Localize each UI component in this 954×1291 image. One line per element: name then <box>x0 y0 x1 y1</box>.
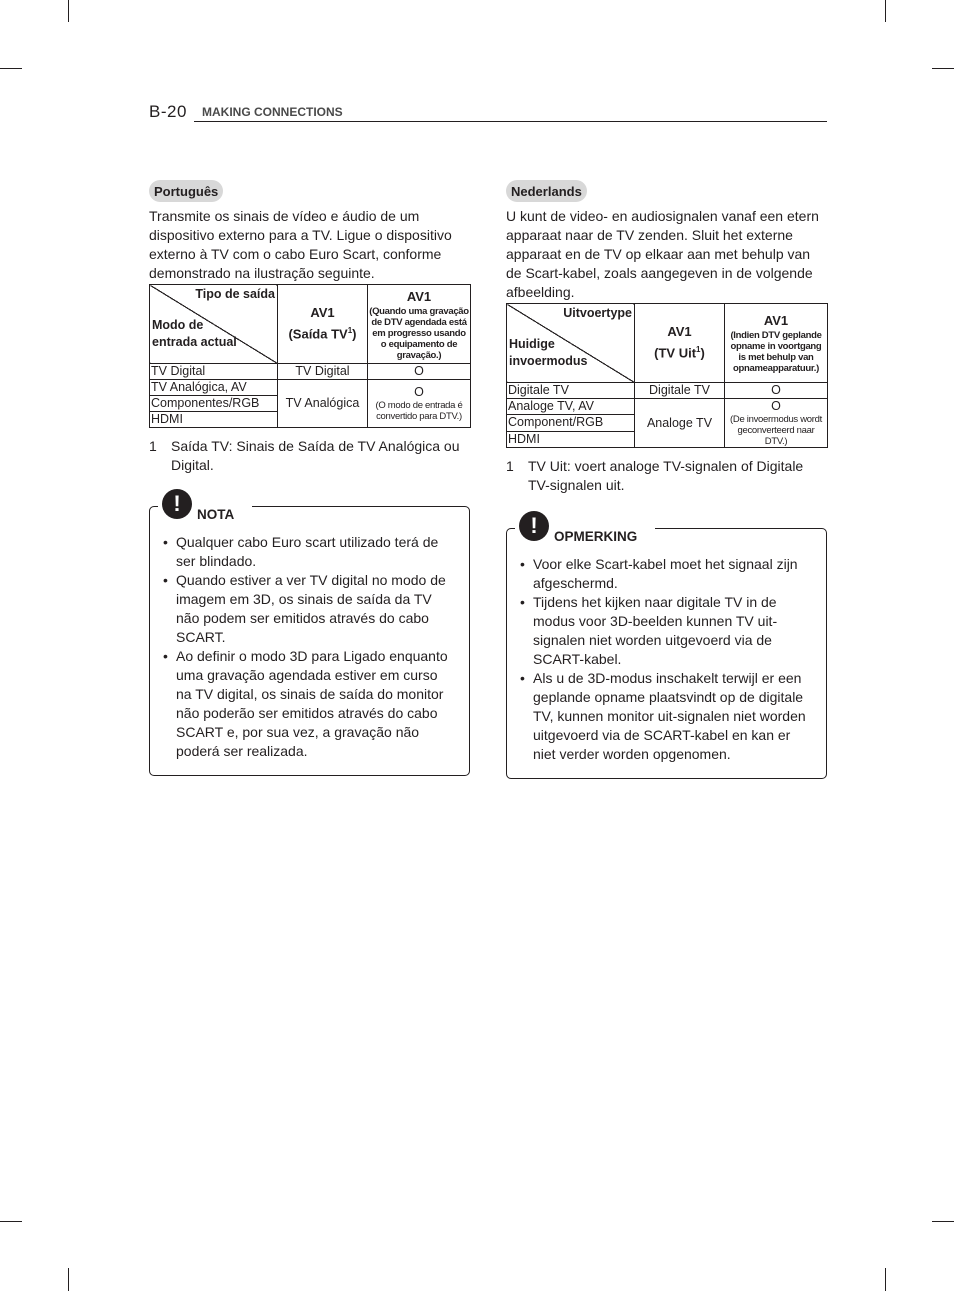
language-badge: Nederlands <box>506 180 587 202</box>
table-cell-merged: TV Analógica <box>278 380 368 428</box>
corner-label-input: Modo de entrada actual <box>152 318 237 349</box>
crop-mark <box>932 1221 954 1222</box>
column-header-av1-recording: AV1 (Indien DTV geplande opname in voortgang is met behulp van opnameapparatuur.) <box>725 304 828 383</box>
note-list <box>163 533 455 761</box>
table-cell: TV Digital <box>278 364 368 380</box>
note-title: ! OPMERKING <box>515 521 655 551</box>
note-box <box>506 513 827 779</box>
list-item: • Ao definir o modo 3D para Ligado enquanto uma gravação agendada estiver em curso na TV digital, os sinais de saída do monitor não poderão ser emitidos através do cabo SCART e, por sua vez, a gravação não poderá ser realizada. <box>163 647 455 761</box>
crop-mark <box>0 1221 22 1222</box>
column-header-av1-recording: AV1 (Quando uma gravação de DTV agendada está em progresso usando o equipamento de gravação.) <box>368 285 471 364</box>
table-cell: HDMI <box>150 412 278 428</box>
crop-mark <box>885 0 886 22</box>
intro-text: Transmite os sinais de vídeo e áudio de um dispositivo externo para a TV. Ligue o dispositivo externo à TV com o cabo Euro Scart, conforme demonstrado na ilustração seguinte. <box>149 208 452 281</box>
table-cell-merged: Analoge TV <box>635 399 725 448</box>
exclamation-icon: ! <box>519 511 549 541</box>
table-cell: Component/RGB <box>507 415 635 431</box>
column-dutch <box>506 180 827 779</box>
intro-text: U kunt de video- en audiosignalen vanaf een etern apparaat naar de TV zenden. Sluit het externe apparaat en de TV op elkaar aan met behulp van de Scart-kabel, zoals aangegeven in de volgende afbeelding. <box>506 208 819 300</box>
column-portuguese <box>149 180 470 776</box>
table-cell: O <box>725 383 828 399</box>
table-cell-merged: O (O modo de entrada é convertido para DTV.) <box>368 380 471 428</box>
table-corner-cell <box>507 304 635 383</box>
table-cell: TV Analógica, AV <box>150 380 278 396</box>
corner-label-output: Uitvoertype <box>563 306 632 320</box>
table-row <box>150 364 471 380</box>
table-row <box>507 383 828 399</box>
corner-label-output: Tipo de saída <box>195 287 275 301</box>
table-cell: TV Digital <box>150 364 278 380</box>
column-header-av1: AV1 (Saída $TV^1$) <box>278 285 368 364</box>
note-title: ! NOTA <box>158 499 252 529</box>
connection-table <box>506 303 828 448</box>
table-cell-merged: O (De invoermodus wordt geconverteerd naar DTV.) <box>725 399 828 448</box>
list-item: • Qualquer cabo Euro scart utilizado terá de ser blindado. <box>163 533 455 571</box>
footnote: 1 Saída TV: Sinais de Saída de TV Analógica ou Digital. <box>149 438 460 473</box>
table-cell: Digitale TV <box>507 383 635 399</box>
note-box <box>149 491 470 776</box>
page-header <box>149 101 827 121</box>
footnote: 1 TV Uit: voert analoge TV-signalen of Digitale TV-signalen uit. <box>506 458 804 493</box>
list-item: • Voor elke Scart-kabel moet het signaal zijn afgeschermd. <box>520 555 812 593</box>
connection-table <box>149 284 471 428</box>
column-header-av1: AV1 (TV Uit$^1$) <box>635 304 725 383</box>
exclamation-icon: ! <box>162 489 192 519</box>
list-item: • Als u de 3D-modus inschakelt terwijl er een geplande opname plaatsvindt op de digitale TV, kunnen monitor uit-signalen niet worden uitgevoerd via de SCART-kabel en kan er niet verder worden opgenomen. <box>520 669 812 764</box>
table-cell: Componentes/RGB <box>150 396 278 412</box>
table-cell: HDMI <box>507 431 635 447</box>
page-number: B-20 <box>149 102 187 121</box>
section-title: MAKING CONNECTIONS <box>202 105 343 119</box>
list-item: • Tijdens het kijken naar digitale TV in de modus voor 3D-beelden kunnen TV uit-signalen niet worden uitgevoerd via de SCART-kabel. <box>520 593 812 669</box>
crop-mark <box>68 1268 69 1291</box>
crop-mark <box>0 68 22 69</box>
list-item: • Quando estiver a ver TV digital no modo de imagem em 3D, os sinais de saída da TV não podem ser emitidos através do cabo SCART. <box>163 571 455 647</box>
table-cell: Analoge TV, AV <box>507 399 635 415</box>
table-row <box>150 380 471 396</box>
language-badge: Português <box>149 180 223 202</box>
table-corner-cell <box>150 285 278 364</box>
crop-mark <box>885 1268 886 1291</box>
crop-mark <box>932 68 954 69</box>
crop-mark <box>68 0 69 22</box>
header-rule <box>194 121 827 122</box>
corner-label-input: Huidige invoermodus <box>509 337 588 368</box>
table-cell: Digitale TV <box>635 383 725 399</box>
table-cell: O <box>368 364 471 380</box>
note-list <box>520 555 812 764</box>
table-row <box>507 399 828 415</box>
